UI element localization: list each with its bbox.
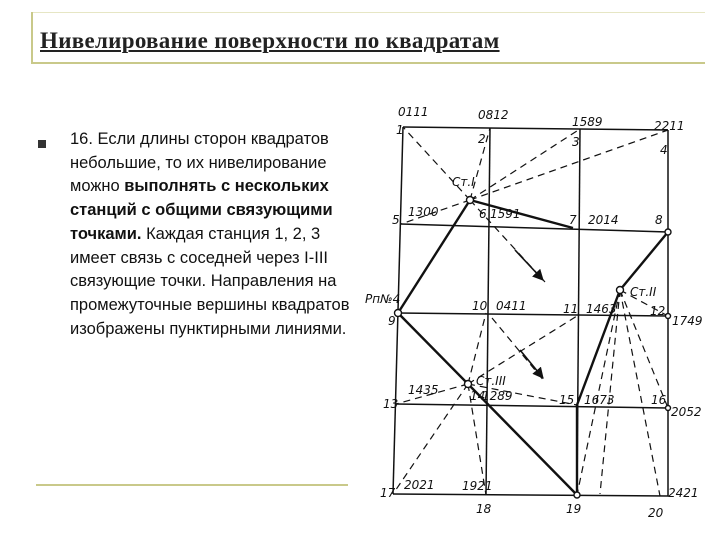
label-n3: 3	[572, 135, 580, 149]
label-e0812: 0812	[478, 108, 509, 122]
label-e2014: 2014	[588, 213, 619, 227]
label-st3: Ст.III	[476, 374, 506, 388]
label-n17: 17	[380, 486, 396, 500]
label-st1: Ст.I	[452, 175, 475, 189]
leveling-grid-diagram	[362, 96, 712, 526]
label-n19: 19	[566, 502, 582, 516]
label-n9: 9	[388, 314, 396, 328]
title-frame-left	[31, 12, 33, 64]
bullet-square-icon	[38, 140, 46, 148]
label-e2211: 2211	[654, 119, 685, 133]
dashed-sight-lines	[393, 127, 668, 496]
label-e2052: 2052	[671, 405, 702, 419]
label-e1435: 1435	[408, 383, 439, 397]
label-e2421: 2421	[668, 486, 699, 500]
label-n18: 18	[476, 502, 492, 516]
label-n11: 11	[563, 302, 579, 316]
title-frame-top	[31, 12, 705, 13]
label-e1591: 1591	[490, 207, 521, 221]
bullet-text-part1: 16. Если длины сторон квадратов небольшие, то их нивелирование можно	[70, 130, 329, 196]
bullet-text-bold: выполнять с нескольких станций с общими связующими точками.	[70, 177, 333, 243]
label-e0111: 0111	[398, 105, 429, 119]
slide-title: Нивелирование поверхности по квадратам	[40, 28, 500, 53]
label-n12: 12	[650, 304, 666, 318]
label-e1463: 1463	[586, 302, 617, 316]
label-e1673: 1673	[584, 393, 615, 407]
label-e2021: 2021	[404, 478, 435, 492]
label-rp: Рп№4	[365, 292, 401, 306]
label-n7: 7	[569, 213, 577, 227]
label-n14: 14	[470, 389, 486, 403]
label-st2: Ст.II	[630, 285, 657, 299]
label-e1289: 1289	[482, 389, 513, 403]
bullet-text-part2: Каждая станция 1, 2, 3 имеет связь с соседней через I-III связующие точки. Направления на промежуточные вершины квадратов изображены пунктирными линиями.	[70, 224, 350, 338]
title-underline-rule	[31, 62, 705, 64]
label-e1589: 1589	[572, 115, 603, 129]
label-n2: 2	[478, 132, 486, 146]
label-n13: 13	[383, 397, 399, 411]
label-e1921: 1921	[462, 479, 493, 493]
bullet-text	[70, 128, 355, 341]
label-e0411: 0411	[496, 299, 527, 313]
grid-lines	[393, 127, 668, 496]
label-e1749: 1749	[672, 314, 703, 328]
label-n10: 10	[472, 299, 488, 313]
label-e1300: 1300	[408, 205, 439, 219]
grid-points	[395, 197, 672, 499]
bottom-rule	[36, 484, 348, 486]
label-n1: 1	[396, 123, 404, 137]
label-n5: 5	[392, 213, 400, 227]
label-n15: 15	[559, 393, 575, 407]
label-n6: 6	[479, 207, 487, 221]
label-n16: 16	[651, 393, 667, 407]
label-n4: 4	[660, 143, 668, 157]
label-n20: 20	[648, 506, 664, 520]
solid-station-links	[398, 200, 668, 495]
label-n8: 8	[655, 213, 663, 227]
